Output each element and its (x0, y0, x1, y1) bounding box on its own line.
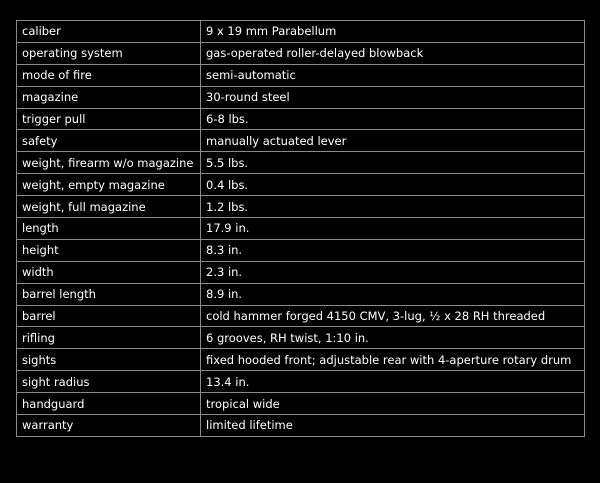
table-row (17, 108, 585, 130)
spec-value: 5.5 lbs. (201, 152, 585, 174)
spec-value: 9 x 19 mm Parabellum (201, 21, 585, 43)
table-row (17, 64, 585, 86)
specs-table-body (17, 21, 585, 437)
table-row (17, 130, 585, 152)
spec-value: limited lifetime (201, 415, 585, 437)
spec-value: 6 grooves, RH twist, 1:10 in. (201, 327, 585, 349)
table-row (17, 174, 585, 196)
spec-label: weight, empty magazine (17, 174, 201, 196)
table-row (17, 239, 585, 261)
spec-label: operating system (17, 42, 201, 64)
spec-label: weight, full magazine (17, 196, 201, 218)
spec-value: 17.9 in. (201, 218, 585, 240)
spec-label: safety (17, 130, 201, 152)
spec-value: 0.4 lbs. (201, 174, 585, 196)
table-row (17, 152, 585, 174)
table-row (17, 283, 585, 305)
spec-label: weight, firearm w/o magazine (17, 152, 201, 174)
spec-label: barrel length (17, 283, 201, 305)
spec-value: 2.3 in. (201, 261, 585, 283)
spec-value: 6-8 lbs. (201, 108, 585, 130)
spec-label: sights (17, 349, 201, 371)
table-row (17, 21, 585, 43)
table-row (17, 86, 585, 108)
table-row (17, 327, 585, 349)
table-row (17, 218, 585, 240)
spec-label: handguard (17, 393, 201, 415)
spec-label: width (17, 261, 201, 283)
spec-label: sight radius (17, 371, 201, 393)
table-row (17, 371, 585, 393)
spec-value: 30-round steel (201, 86, 585, 108)
spec-label: height (17, 239, 201, 261)
table-row (17, 393, 585, 415)
table-row (17, 415, 585, 437)
specs-table (16, 20, 585, 437)
spec-label: warranty (17, 415, 201, 437)
table-row (17, 305, 585, 327)
table-row (17, 42, 585, 64)
spec-value: 8.9 in. (201, 283, 585, 305)
spec-value: semi-automatic (201, 64, 585, 86)
spec-value: 13.4 in. (201, 371, 585, 393)
spec-label: caliber (17, 21, 201, 43)
table-row (17, 349, 585, 371)
spec-value: manually actuated lever (201, 130, 585, 152)
spec-value: 1.2 lbs. (201, 196, 585, 218)
spec-value: cold hammer forged 4150 CMV, 3-lug, ½ x 28 RH threaded (201, 305, 585, 327)
spec-label: rifling (17, 327, 201, 349)
spec-label: length (17, 218, 201, 240)
spec-value: tropical wide (201, 393, 585, 415)
spec-label: trigger pull (17, 108, 201, 130)
spec-label: magazine (17, 86, 201, 108)
table-row (17, 196, 585, 218)
spec-value: fixed hooded front; adjustable rear with 4-aperture rotary drum (201, 349, 585, 371)
spec-label: barrel (17, 305, 201, 327)
spec-label: mode of fire (17, 64, 201, 86)
spec-value: gas-operated roller-delayed blowback (201, 42, 585, 64)
spec-value: 8.3 in. (201, 239, 585, 261)
table-row (17, 261, 585, 283)
